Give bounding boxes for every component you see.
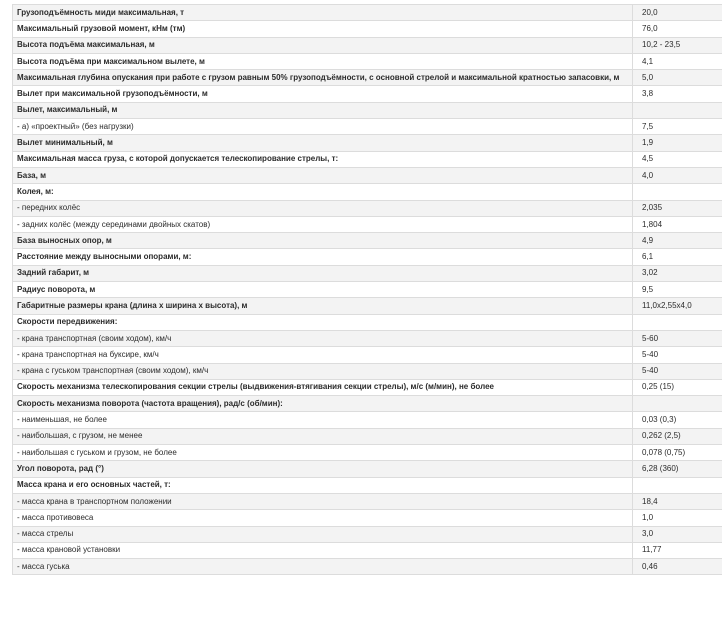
parameter-label: Угол поворота, рад (°): [13, 461, 633, 477]
table-row: [13, 461, 722, 477]
table-row: [13, 396, 722, 412]
parameter-label: - крана транспортная на буксире, км/ч: [13, 347, 633, 363]
parameter-value: 4,0: [633, 167, 722, 183]
table-row: [13, 526, 722, 542]
parameter-label: - масса крановой установки: [13, 542, 633, 558]
table-row: [13, 379, 722, 395]
parameter-value: 4,9: [633, 233, 722, 249]
parameter-value: 10,2 - 23,5: [633, 37, 722, 53]
table-row: [13, 21, 722, 37]
table-row: [13, 5, 722, 21]
table-row: [13, 445, 722, 461]
parameter-value: 1,804: [633, 216, 722, 232]
table-row: [13, 184, 722, 200]
table-row: [13, 70, 722, 86]
parameter-value: 5,0: [633, 70, 722, 86]
parameter-label: - крана транспортная (своим ходом), км/ч: [13, 330, 633, 346]
parameter-label: Скорости передвижения:: [13, 314, 633, 330]
parameter-label: Высота подъёма максимальная, м: [13, 37, 633, 53]
parameter-label: Радиус поворота, м: [13, 282, 633, 298]
parameter-label: Скорость механизма телескопирования секции стрелы (выдвижения-втягивания секции стрелы), м/с (м/мин), не более: [13, 379, 633, 395]
parameter-value: 9,5: [633, 282, 722, 298]
parameter-value: 2,035: [633, 200, 722, 216]
parameter-label: Колея, м:: [13, 184, 633, 200]
parameter-value: 0,46: [633, 559, 722, 575]
parameter-label: - наибольшая с гуськом и грузом, не более: [13, 445, 633, 461]
parameter-label: Вылет, максимальный, м: [13, 102, 633, 118]
table-row: [13, 510, 722, 526]
specifications-table: [12, 4, 722, 575]
parameter-label: Грузоподъёмность миди максимальная, т: [13, 5, 633, 21]
parameter-label: Максимальный грузовой момент, кНм (тм): [13, 21, 633, 37]
table-row: [13, 86, 722, 102]
parameter-label: База, м: [13, 167, 633, 183]
parameter-value: 5-60: [633, 330, 722, 346]
parameter-value: 5-40: [633, 363, 722, 379]
parameter-label: Масса крана и его основных частей, т:: [13, 477, 633, 493]
parameter-value: 6,1: [633, 249, 722, 265]
table-row: [13, 233, 722, 249]
parameter-label: - масса гуська: [13, 559, 633, 575]
parameter-label: Максимальная глубина опускания при работе с грузом равным 50% грузоподъёмности, с основной стрелой и максимальной кратностью запасовки, м: [13, 70, 633, 86]
table-row: [13, 493, 722, 509]
table-row: [13, 265, 722, 281]
table-row: [13, 37, 722, 53]
parameter-value: 76,0: [633, 21, 722, 37]
table-row: [13, 167, 722, 183]
parameter-value: 18,4: [633, 493, 722, 509]
parameter-value: 0,078 (0,75): [633, 445, 722, 461]
parameter-value: 4,5: [633, 151, 722, 167]
parameter-value: 1,9: [633, 135, 722, 151]
parameter-label: - наименьшая, не более: [13, 412, 633, 428]
parameter-label: Скорость механизма поворота (частота вращения), рад/с (об/мин):: [13, 396, 633, 412]
parameter-label: - масса стрелы: [13, 526, 633, 542]
parameter-label: Расстояние между выносными опорами, м:: [13, 249, 633, 265]
table-row: [13, 200, 722, 216]
parameter-label: Вылет при максимальной грузоподъёмности, м: [13, 86, 633, 102]
parameter-value: 1,0: [633, 510, 722, 526]
parameter-value: 3,02: [633, 265, 722, 281]
table-row: [13, 542, 722, 558]
parameter-value: [633, 314, 722, 330]
parameter-value: 0,25 (15): [633, 379, 722, 395]
specifications-table-body: [13, 5, 722, 575]
parameter-label: Задний габарит, м: [13, 265, 633, 281]
table-row: [13, 53, 722, 69]
table-row: [13, 314, 722, 330]
parameter-label: Вылет минимальный, м: [13, 135, 633, 151]
table-row: [13, 151, 722, 167]
parameter-label: - наибольшая, с грузом, не менее: [13, 428, 633, 444]
parameter-value: 5-40: [633, 347, 722, 363]
table-row: [13, 330, 722, 346]
table-row: [13, 428, 722, 444]
parameter-label: - а) «проектный» (без нагрузки): [13, 119, 633, 135]
parameter-value: 3,8: [633, 86, 722, 102]
parameter-value: 0,262 (2,5): [633, 428, 722, 444]
parameter-value: [633, 102, 722, 118]
parameter-value: [633, 184, 722, 200]
parameter-value: [633, 396, 722, 412]
table-row: [13, 282, 722, 298]
parameter-value: 3,0: [633, 526, 722, 542]
parameter-label: - крана с гуськом транспортная (своим ходом), км/ч: [13, 363, 633, 379]
table-row: [13, 347, 722, 363]
parameter-value: 6,28 (360): [633, 461, 722, 477]
table-row: [13, 216, 722, 232]
table-row: [13, 559, 722, 575]
parameter-value: 11,0x2,55x4,0: [633, 298, 722, 314]
parameter-label: Высота подъёма при максимальном вылете, м: [13, 53, 633, 69]
parameter-value: 4,1: [633, 53, 722, 69]
parameter-label: - передних колёс: [13, 200, 633, 216]
table-row: [13, 249, 722, 265]
parameter-value: 20,0: [633, 5, 722, 21]
parameter-label: - масса противовеса: [13, 510, 633, 526]
parameter-value: [633, 477, 722, 493]
parameter-label: - масса крана в транспортном положении: [13, 493, 633, 509]
parameter-label: Максимальная масса груза, с которой допускается телескопирование стрелы, т:: [13, 151, 633, 167]
table-row: [13, 298, 722, 314]
table-row: [13, 412, 722, 428]
parameter-value: 11,77: [633, 542, 722, 558]
table-row: [13, 102, 722, 118]
parameter-value: 7,5: [633, 119, 722, 135]
parameter-label: Габаритные размеры крана (длина x ширина x высота), м: [13, 298, 633, 314]
table-row: [13, 363, 722, 379]
table-row: [13, 135, 722, 151]
table-row: [13, 119, 722, 135]
parameter-label: - задних колёс (между серединами двойных скатов): [13, 216, 633, 232]
table-row: [13, 477, 722, 493]
parameter-label: База выносных опор, м: [13, 233, 633, 249]
parameter-value: 0,03 (0,3): [633, 412, 722, 428]
